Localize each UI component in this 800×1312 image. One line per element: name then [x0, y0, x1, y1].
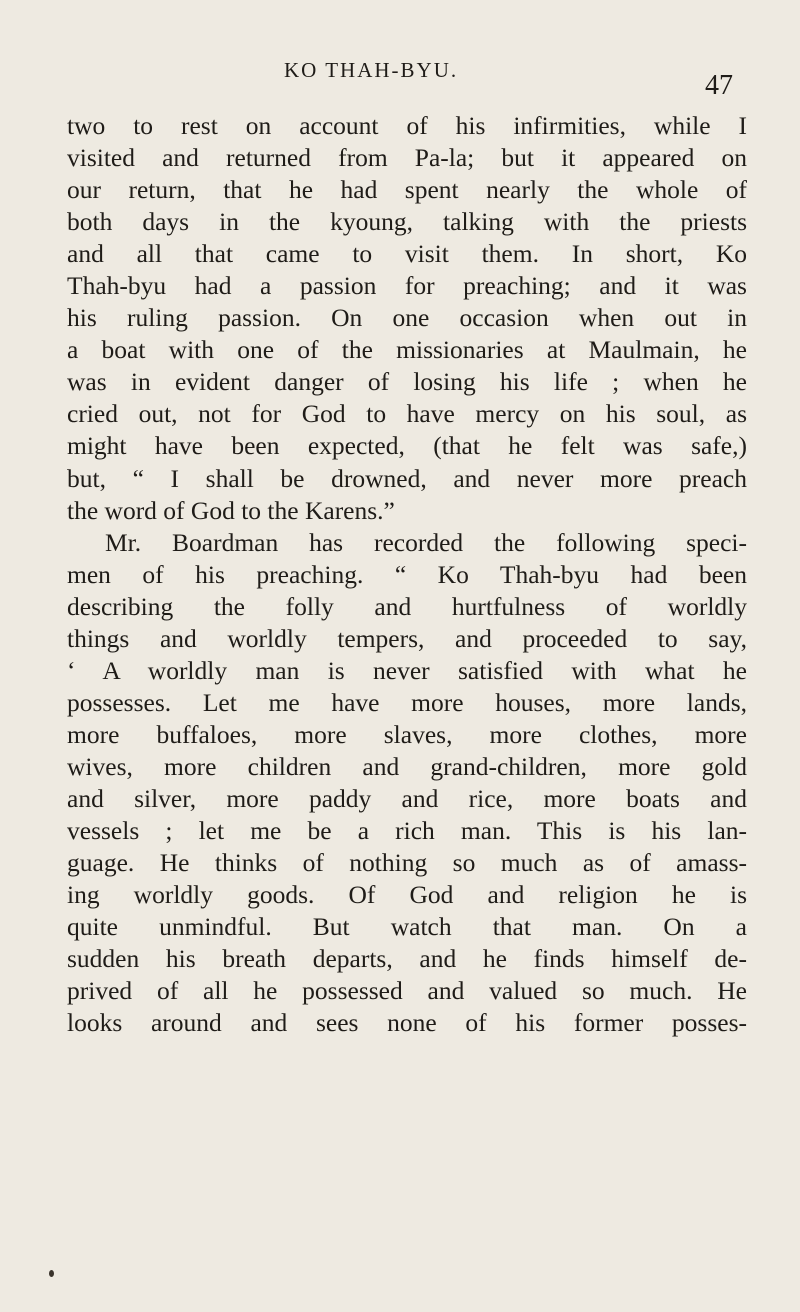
text-line: vessels ; let me be a rich man. This is his lan-: [67, 816, 747, 846]
text-line: describing the folly and hurtfulness of worldly: [67, 591, 747, 621]
body-text: [67, 110, 747, 1039]
text-line: was in evident danger of losing his life ; when he: [67, 367, 747, 397]
text-line: his ruling passion. On one occasion when out in: [67, 303, 747, 333]
text-line: ing worldly goods. Of God and religion he is: [67, 880, 747, 910]
text-line: Mr. Boardman has recorded the following speci-: [105, 527, 747, 557]
text-line: men of his preaching. “ Ko Thah-byu had been: [67, 559, 747, 589]
text-line: and silver, more paddy and rice, more boats and: [67, 783, 747, 813]
text-line: the word of God to the Karens.”: [67, 495, 395, 525]
text-line: more buffaloes, more slaves, more clothes, more: [67, 719, 747, 749]
text-line: things and worldly tempers, and proceeded to say,: [67, 623, 747, 653]
text-line: looks around and sees none of his former posses-: [67, 1008, 747, 1038]
text-line: visited and returned from Pa-la; but it appeared on: [67, 143, 747, 173]
running-head: KO THAH-BYU.: [284, 58, 459, 82]
text-line: wives, more children and grand-children, more gold: [67, 751, 747, 781]
text-line: cried out, not for God to have mercy on his soul, as: [67, 399, 747, 429]
text-line: sudden his breath departs, and he finds himself de-: [67, 944, 747, 974]
text-line: but, “ I shall be drowned, and never more preach: [67, 463, 747, 493]
text-line: a boat with one of the missionaries at Maulmain, he: [67, 335, 747, 365]
text-line: might have been expected, (that he felt was safe,): [67, 431, 747, 461]
text-line: two to rest on account of his infirmities, while I: [67, 111, 747, 140]
text-line: and all that came to visit them. In short, Ko: [67, 239, 747, 269]
text-line: possesses. Let me have more houses, more lands,: [67, 687, 747, 717]
text-line: both days in the kyoung, talking with the priests: [67, 207, 747, 237]
text-line: our return, that he had spent nearly the whole of: [67, 175, 747, 205]
text-line: prived of all he possessed and valued so much. He: [67, 976, 747, 1006]
ink-speck: [49, 1270, 54, 1277]
page-number: 47: [705, 70, 733, 101]
text-line: guage. He thinks of nothing so much as of amass-: [67, 848, 747, 878]
text-line: ‘ A worldly man is never satisfied with what he: [67, 655, 747, 685]
text-line: Thah-byu had a passion for preaching; and it was: [67, 271, 747, 301]
text-line: quite unmindful. But watch that man. On a: [67, 912, 747, 942]
